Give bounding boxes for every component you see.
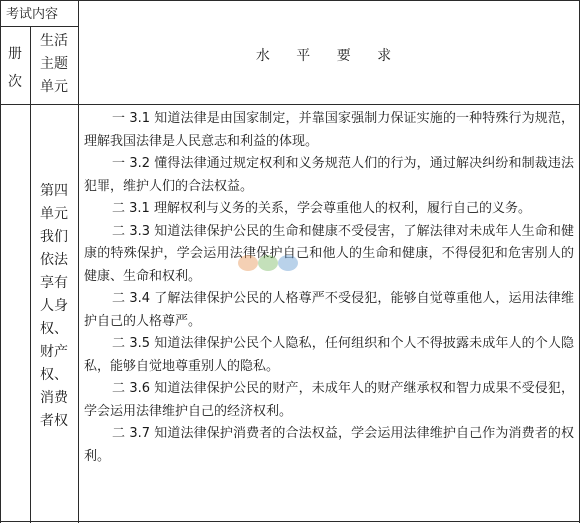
requirement-item: 二 3.1 理解权利与义务的关系，学会尊重他人的权利，履行自己的义务。 bbox=[112, 201, 531, 216]
requirement-item: 二 3.3 知道法律保护公民的生命和健康不受侵害，了解法律对未成年人生命和健康的特殊保护，学会运用法律保护自己和他人的生命和健康，不得侵犯和危害别人的健康、生命和权利。 bbox=[84, 223, 574, 284]
requirement-item: 二 3.5 知道法律保护公民个人隐私，任何组织和个人不得披露未成年人的个人隐私，能够自觉地尊重别人的隐私。 bbox=[84, 336, 574, 374]
requirement-item: 二 3.7 知道法律保护消费者的合法权益，学会运用法律维护自己作为消费者的权利。 bbox=[84, 426, 574, 464]
header-volume: 册 次 bbox=[8, 46, 22, 90]
unit-four-label: 第四 单元 我们 依法 享有 人身 权、 财产 权、 消费 者权 bbox=[40, 183, 68, 429]
header-top-divider bbox=[0, 26, 78, 27]
requirements-list bbox=[84, 108, 574, 468]
table-top-border bbox=[0, 0, 580, 1]
requirement-item: 一 3.2 懂得法律通过规定权利和义务规范人们的行为，通过解决纠纷和制裁违法犯罪，维护人们的合法权益。 bbox=[84, 156, 574, 194]
col-divider-ce bbox=[30, 26, 31, 523]
header-level-requirements: 水 平 要 求 bbox=[255, 48, 403, 64]
watermark-logo-icon bbox=[236, 252, 306, 274]
requirement-item: 一 3.1 知道法律是由国家制定，并靠国家强制力保证实施的一种特殊行为规范，理解我国法律是人民意志和利益的体现。 bbox=[84, 111, 574, 149]
requirement-item: 二 3.6 知道法律保护公民的财产，未成年人的财产继承权和智力成果不受侵犯，学会运用法律维护自己的经济权利。 bbox=[84, 381, 574, 419]
table-bottom-border bbox=[0, 521, 580, 522]
header-life-theme-unit: 生活 主题 单元 bbox=[40, 33, 68, 95]
requirement-item: 二 3.4 了解法律保护公民的人格尊严不受侵犯，能够自觉尊重他人，运用法律维护自己的人格尊严。 bbox=[84, 291, 574, 329]
table-left-border bbox=[0, 0, 1, 523]
col-divider-theme bbox=[78, 0, 79, 523]
header-bottom-border bbox=[0, 104, 580, 105]
header-exam-content: 考试内容 bbox=[6, 7, 59, 22]
